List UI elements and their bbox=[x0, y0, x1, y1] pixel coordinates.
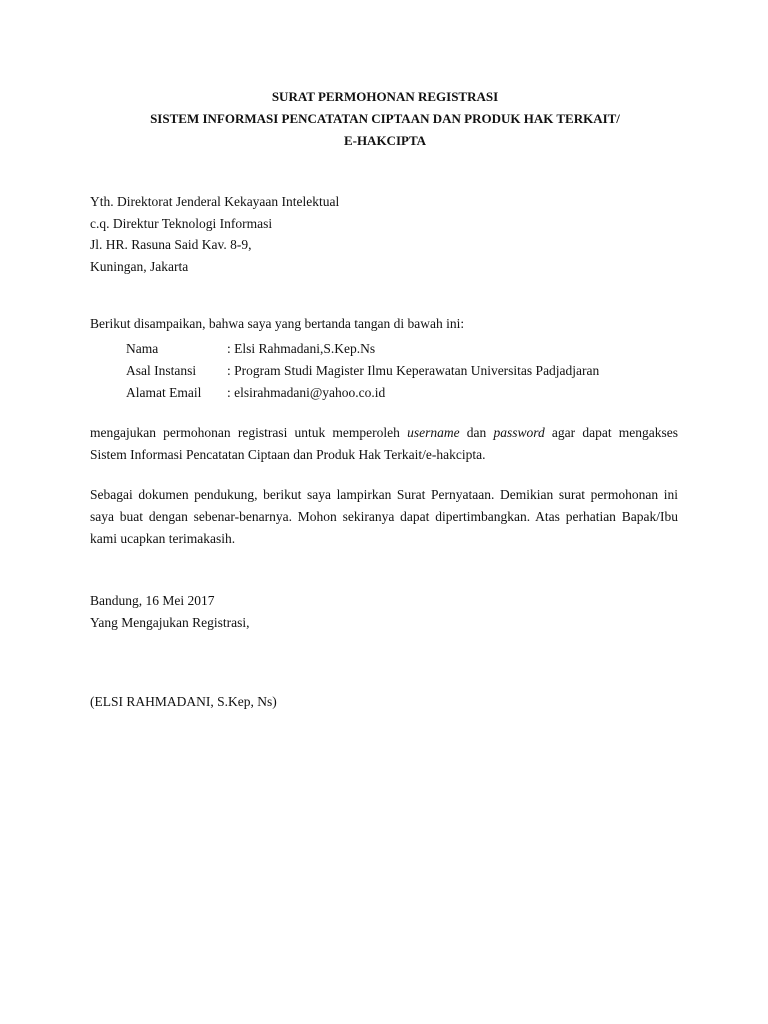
signer-name: (ELSI RAHMADANI, S.Kep, Ns) bbox=[90, 694, 277, 709]
recipient-line-1: Yth. Direktorat Jenderal Kekayaan Intelektual bbox=[90, 194, 340, 209]
request-text-part-1: mengajukan permohonan registrasi untuk memperoleh bbox=[90, 425, 408, 440]
request-paragraph bbox=[90, 422, 678, 466]
field-label-email: Alamat Email bbox=[126, 385, 202, 400]
field-label-name: Nama bbox=[126, 341, 159, 356]
intro-text: Berikut disampaikan, bahwa saya yang bertanda tangan di bawah ini: bbox=[90, 316, 465, 331]
applicant-fields bbox=[126, 338, 599, 404]
field-value-email: : elsirahmadani@yahoo.co.id bbox=[227, 385, 386, 400]
recipient-line-4: Kuningan, Jakarta bbox=[90, 258, 189, 274]
field-row-email bbox=[126, 382, 599, 404]
field-value-institution: : Program Studi Magister Ilmu Keperawatan Universitas Padjadjaran bbox=[227, 363, 600, 378]
recipient-line-2: c.q. Direktur Teknologi Informasi bbox=[90, 215, 273, 231]
request-text-part-2: dan bbox=[459, 425, 494, 440]
password-term: password bbox=[493, 425, 545, 440]
title-line-2: SISTEM INFORMASI PENCATATAN CIPTAAN DAN PRODUK HAK TERKAIT/ bbox=[150, 111, 620, 126]
supporting-paragraph: Sebagai dokumen pendukung, berikut saya lampirkan Surat Pernyataan. Demikian surat permohonan ini saya buat dengan sebenar-benarnya. Mohon sekiranya dapat dipertimbangkan. Atas perhatian Bapak/Ibu kami ucapkan terimakasih. bbox=[90, 487, 678, 546]
letter-title bbox=[90, 86, 680, 152]
username-term: username bbox=[407, 425, 460, 440]
field-row-name bbox=[126, 338, 599, 360]
closing-block bbox=[90, 590, 250, 634]
recipient-address bbox=[90, 191, 339, 277]
field-value-name: : Elsi Rahmadani,S.Kep.Ns bbox=[227, 341, 376, 356]
field-row-institution bbox=[126, 360, 599, 382]
place-date: Bandung, 16 Mei 2017 bbox=[90, 593, 215, 608]
request-text-part-3: agar dapat mengakses Sistem Informasi Pencatatan Ciptaan dan Produk Hak Terkait/e-hakcipta. bbox=[90, 425, 679, 462]
applicant-label: Yang Mengajukan Registrasi, bbox=[90, 615, 250, 630]
recipient-line-3: Jl. HR. Rasuna Said Kav. 8-9, bbox=[90, 237, 252, 252]
title-line-3: E-HAKCIPTA bbox=[343, 133, 427, 148]
title-line-1: SURAT PERMOHONAN REGISTRASI bbox=[271, 89, 499, 104]
field-label-institution: Asal Instansi bbox=[126, 363, 197, 378]
